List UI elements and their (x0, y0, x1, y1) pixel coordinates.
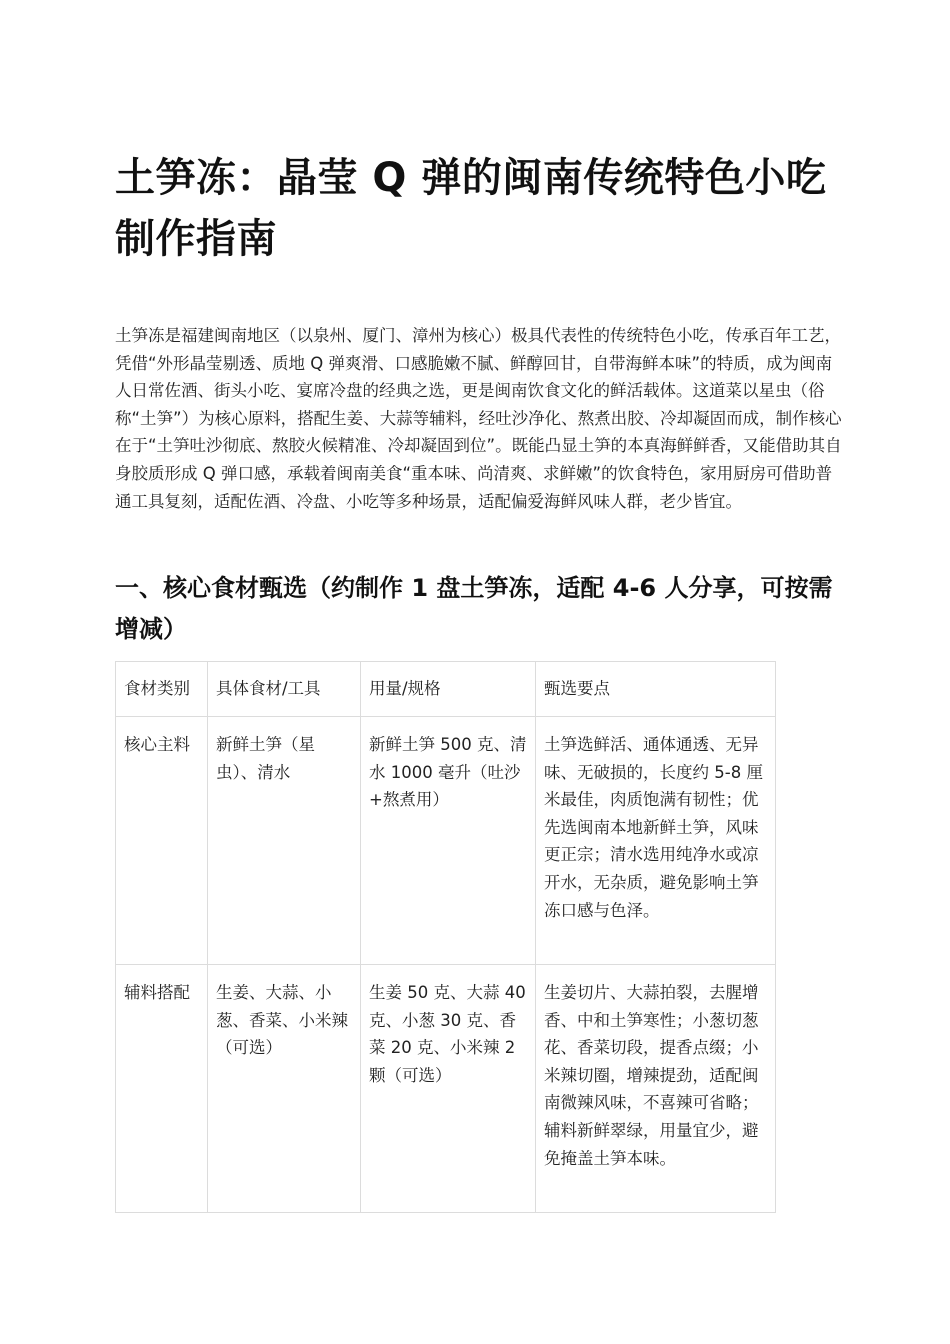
table-cell-category: 辅料搭配 (116, 965, 208, 1213)
page-title: 土笋冻：晶莹 Q 弹的闽南传统特色小吃制作指南 (115, 155, 827, 262)
table-cell-amount: 生姜 50 克、大蒜 40 克、小葱 30 克、香菜 20 克、小米辣 2 颗（可选） (361, 965, 536, 1213)
table-header-amount: 用量/规格 (361, 662, 536, 717)
table-header-items: 具体食材/工具 (208, 662, 361, 717)
table-header-row (116, 662, 776, 717)
section-heading-ingredients: 一、核心食材甄选（约制作 1 盘土笋冻，适配 4-6 人分享，可按需增减） (115, 574, 833, 643)
table-header-tips: 甄选要点 (536, 662, 776, 717)
table-header-category: 食材类别 (116, 662, 208, 717)
table-cell-tips: 生姜切片、大蒜拍裂，去腥增香、中和土笋寒性；小葱切葱花、香菜切段，提香点缀；小米辣切圈，增辣提劲，适配闽南微辣风味，不喜辣可省略；辅料新鲜翠绿，用量宜少，避免掩盖土笋本味。 (536, 965, 776, 1213)
table-cell-amount: 新鲜土笋 500 克、清水 1000 毫升（吐沙+熬煮用） (361, 717, 536, 965)
table-cell-tips: 土笋选鲜活、通体通透、无异味、无破损的，长度约 5-8 厘米最佳，肉质饱满有韧性；优先选闽南本地新鲜土笋，风味更正宗；清水选用纯净水或凉开水，无杂质，避免影响土笋冻口感与色泽。 (536, 717, 776, 965)
table-row (116, 717, 776, 965)
table-cell-items: 生姜、大蒜、小葱、香菜、小米辣（可选） (208, 965, 361, 1213)
intro-paragraph: 土笋冻是福建闽南地区（以泉州、厦门、漳州为核心）极具代表性的传统特色小吃，传承百年工艺，凭借“外形晶莹剔透、质地 Q 弹爽滑、口感脆嫩不腻、鲜醇回甘，自带海鲜本味”的特质，成为闽南人日常佐酒、街头小吃、宴席冷盘的经典之选，更是闽南饮食文化的鲜活载体。这道菜以星虫（俗称“土笋”）为核心原料，搭配生姜、大蒜等辅料，经吐沙净化、熬煮出胶、冷却凝固而成，制作核心在于“土笋吐沙彻底、熬胶火候精准、冷却凝固到位”。既能凸显土笋的本真海鲜鲜香，又能借助其自身胶质形成 Q 弹口感，承载着闽南美食“重本味、尚清爽、求鲜嫩”的饮食特色，家用厨房可借助普通工具复刻，适配佐酒、冷盘、小吃等多种场景，适配偏爱海鲜风味人群，老少皆宜。 (115, 326, 842, 511)
table-row (116, 965, 776, 1213)
ingredients-table (115, 661, 776, 1213)
table-cell-items: 新鲜土笋（星虫）、清水 (208, 717, 361, 965)
table-cell-category: 核心主料 (116, 717, 208, 965)
